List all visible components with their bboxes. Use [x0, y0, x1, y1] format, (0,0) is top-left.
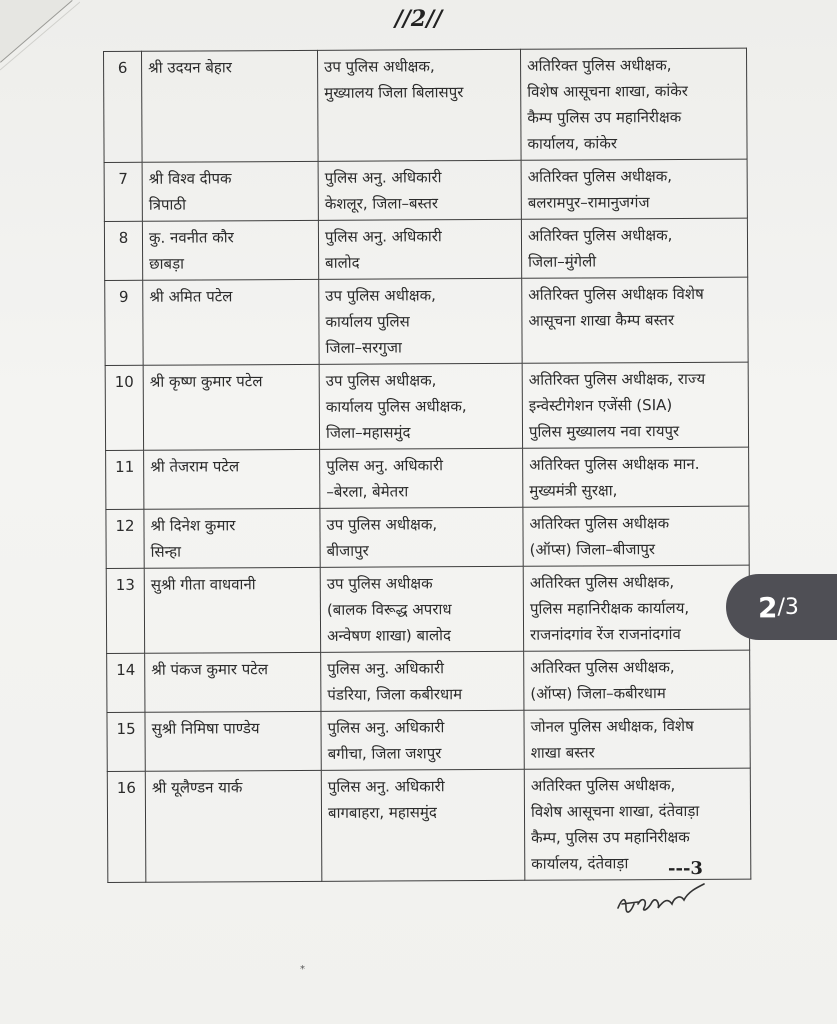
current-post-cell: पुलिस अनु. अधिकारी –बेरला, बेमेतरा [320, 448, 523, 508]
new-post-cell: अतिरिक्त पुलिस अधीक्षक, जिला–मुंगेली [521, 218, 747, 278]
sn-cell: 9 [105, 280, 143, 365]
name-cell: कु. नवनीत कौर छाबड़ा [142, 220, 318, 280]
name-cell: श्री अमित पटेल [143, 279, 319, 365]
table-row [105, 277, 748, 365]
name-cell: श्री विश्व दीपक त्रिपाठी [142, 161, 318, 221]
new-post-cell: अतिरिक्त पुलिस अधीक्षक, (ऑप्स) जिला–कबीरधाम [524, 650, 750, 710]
handwritten-signature-icon [612, 874, 722, 924]
new-post-cell: अतिरिक्त पुलिस अधीक्षक, विशेष आसूचना शाखा, दंतेवाड़ा कैम्प, पुलिस उप महानिरीक्षक कार्यालय, दंतेवाड़ा [524, 768, 751, 880]
current-post-cell: उप पुलिस अधीक्षक (बालक विरूद्ध अपराध अन्वेषण शाखा) बालोद [320, 566, 523, 652]
new-post-cell: अतिरिक्त पुलिस अधीक्षक, बलरामपुर–रामानुजगंज [521, 159, 747, 219]
current-post-cell: उप पुलिस अधीक्षक, कार्यालय पुलिस जिला–सरगुजा [319, 278, 522, 364]
table-row [104, 48, 748, 162]
name-cell: श्री उदयन बेहार [142, 50, 319, 162]
name-cell: श्री पंकज कुमार पटेल [145, 652, 321, 712]
current-post-cell: उप पुलिस अधीक्षक, कार्यालय पुलिस अधीक्षक, जिला–महासमुंद [319, 363, 522, 449]
current-post-cell: उप पुलिस अधीक्षक, बीजापुर [320, 507, 523, 567]
sn-cell: 15 [107, 712, 145, 771]
table-row [106, 565, 749, 653]
new-post-cell: अतिरिक्त पुलिस अधीक्षक, राज्य इन्वेस्टीगेशन एजेंसी (SIA) पुलिस मुख्यालय नवा रायपुर [522, 362, 748, 448]
new-post-cell: अतिरिक्त पुलिस अधीक्षक मान. मुख्यमंत्री सुरक्षा, [523, 447, 749, 507]
page-number-header: //2// [394, 6, 443, 32]
table-row [106, 506, 749, 568]
current-post-cell: पुलिस अनु. अधिकारी बागबाहरा, महासमुंद [321, 769, 525, 881]
table-row [106, 447, 749, 509]
sn-cell: 6 [104, 51, 143, 162]
new-post-cell: जोनल पुलिस अधीक्षक, विशेष शाखा बस्तर [524, 709, 750, 769]
sn-cell: 12 [106, 509, 144, 568]
name-cell: सुश्री निमिषा पाण्डेय [145, 711, 321, 771]
current-post-cell: उप पुलिस अधीक्षक, मुख्यालय जिला बिलासपुर [317, 49, 521, 161]
sn-cell: 16 [107, 771, 146, 882]
name-cell: श्री दिनेश कुमार सिन्हा [144, 508, 320, 568]
current-page-number: 2 [758, 590, 778, 624]
total-pages: /3 [777, 594, 799, 620]
table-row [107, 768, 751, 882]
name-cell: सुश्री गीता वाधवानी [144, 567, 320, 653]
officer-transfer-table [103, 48, 751, 883]
sn-cell: 8 [104, 221, 142, 280]
table-row [104, 159, 747, 221]
sn-cell: 10 [105, 365, 143, 450]
new-post-cell: अतिरिक्त पुलिस अधीक्षक, पुलिस महानिरीक्षक कार्यालय, राजनांदगांव रेंज राजनांदगांव [523, 565, 749, 651]
page-indicator[interactable] [726, 574, 837, 640]
sn-cell: 14 [107, 653, 145, 712]
new-post-cell: अतिरिक्त पुलिस अधीक्षक विशेष आसूचना शाखा कैम्प बस्तर [522, 277, 748, 363]
current-post-cell: पुलिस अनु. अधिकारी केशलूर, जिला–बस्तर [318, 160, 521, 220]
table-row [104, 218, 747, 280]
name-cell: श्री कृष्ण कुमार पटेल [143, 364, 319, 450]
next-page-marker: ---3 [668, 858, 703, 879]
table-row [107, 709, 750, 771]
name-cell: श्री तेजराम पटेल [144, 449, 320, 509]
current-post-cell: पुलिस अनु. अधिकारी बालोद [318, 219, 521, 279]
table-row [107, 650, 750, 712]
ink-speck: * [300, 964, 305, 975]
sn-cell: 13 [106, 568, 144, 653]
sn-cell: 7 [104, 162, 142, 221]
new-post-cell: अतिरिक्त पुलिस अधीक्षक, विशेष आसूचना शाखा, कांकेर कैम्प पुलिस उप महानिरीक्षक कार्यालय, कांकेर [520, 48, 747, 160]
sn-cell: 11 [106, 450, 144, 509]
new-post-cell: अतिरिक्त पुलिस अधीक्षक (ऑप्स) जिला–बीजापुर [523, 506, 749, 566]
current-post-cell: पुलिस अनु. अधिकारी पंडरिया, जिला कबीरधाम [321, 651, 524, 711]
name-cell: श्री यूलैण्डन यार्क [145, 770, 322, 882]
current-post-cell: पुलिस अनु. अधिकारी बगीचा, जिला जशपुर [321, 710, 524, 770]
table-row [105, 362, 748, 450]
